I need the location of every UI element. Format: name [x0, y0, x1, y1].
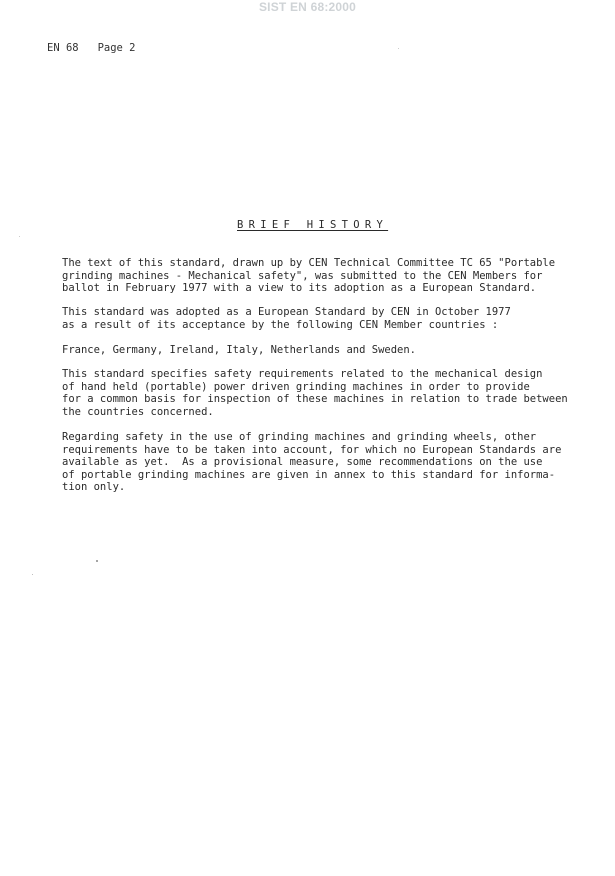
text-line: for a common basis for inspection of these machines in relation to trade between: [62, 393, 568, 406]
section-title: BRIEF HISTORY: [237, 219, 389, 231]
text-line: of hand held (portable) power driven grinding machines in order to provide: [62, 380, 530, 393]
text-line: The text of this standard, drawn up by CEN Technical Committee TC 65 "Portable: [62, 257, 556, 269]
text-line: the countries concerned.: [62, 405, 214, 418]
scan-speck: [32, 574, 33, 575]
text-line: of portable grinding machines are given in annex to this standard for informa-: [62, 468, 556, 481]
text-line: France, Germany, Ireland, Italy, Netherlands and Sweden.: [62, 344, 417, 356]
text-line: requirements have to be taken into account, for which no European Standards are: [62, 443, 562, 456]
text-line: available as yet. As a provisional measure, some recommendations on the use: [62, 456, 543, 469]
paragraph-scope: [62, 368, 568, 418]
text-line: ballot in February 1977 with a view to its adoption as a European Standard.: [62, 282, 537, 295]
paragraph-adoption: [62, 306, 511, 331]
scan-speck: [96, 560, 98, 562]
text-line: This standard was adopted as a European Standard by CEN in October 1977: [62, 306, 511, 318]
paragraph-drafting: [62, 257, 555, 295]
text-line: as a result of its acceptance by the following CEN Member countries :: [62, 318, 499, 331]
paragraph-countries: [62, 344, 416, 357]
paragraph-safety-note: [62, 431, 561, 494]
document-watermark: SIST EN 68:2000: [258, 0, 357, 14]
text-line: grinding machines - Mechanical safety", was submitted to the CEN Members for: [62, 269, 543, 282]
text-line: Regarding safety in the use of grinding machines and grinding wheels, other: [62, 431, 537, 443]
text-line: This standard specifies safety requirements related to the mechanical design: [62, 368, 543, 380]
page-header: EN 68 Page 2: [47, 42, 136, 54]
text-line: tion only.: [62, 481, 126, 494]
scan-speck: [398, 48, 399, 49]
scan-speck: [19, 236, 20, 237]
